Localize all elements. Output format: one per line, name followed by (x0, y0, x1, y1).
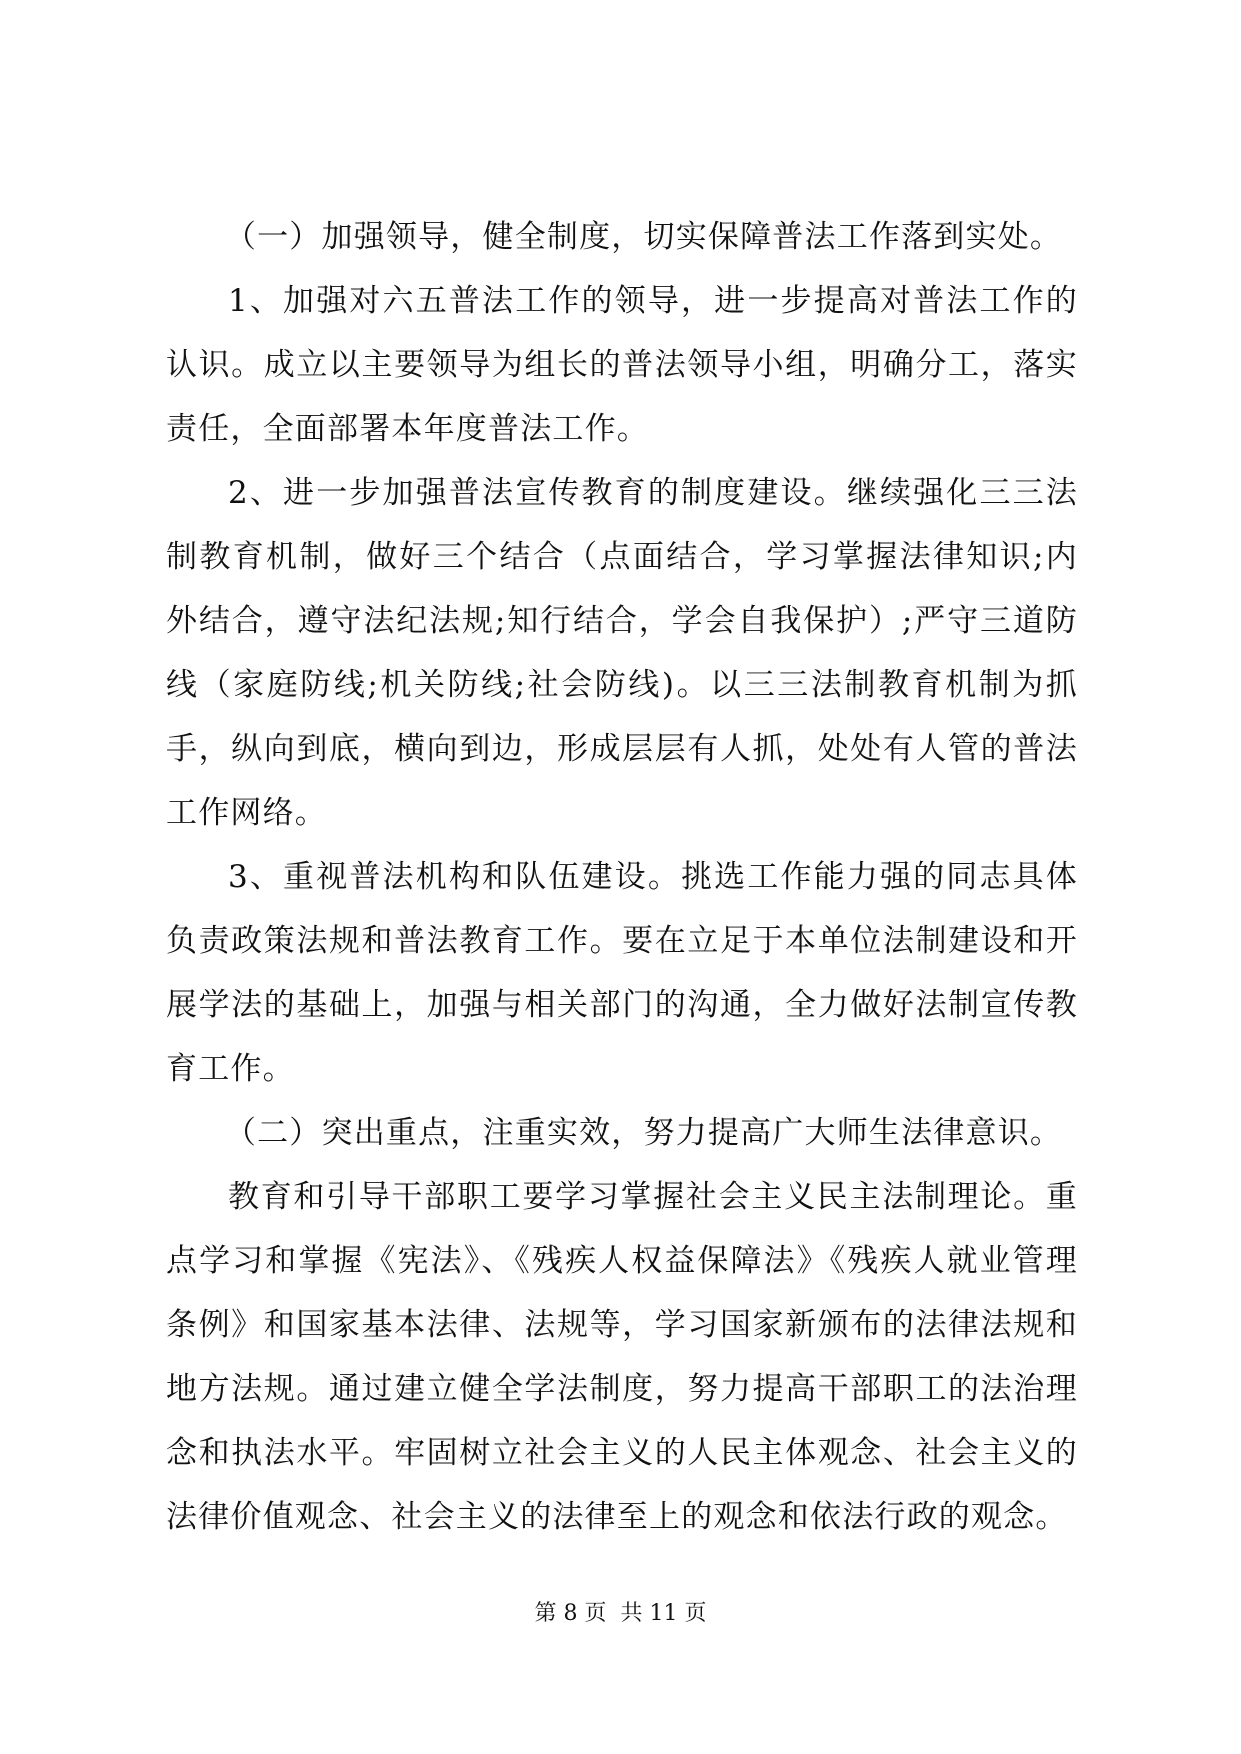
paragraph-item-3: 3、重视普法机构和队伍建设。挑选工作能力强的同志具体负责政策法规和普法教育工作。要在立足于本单位法制建设和开展学法的基础上，加强与相关部门的沟通，全力做好法制宣传教育工作。 (166, 859, 1078, 1087)
page-number: 第 8 页 共 11 页 (534, 1601, 707, 1626)
page-footer (0, 1599, 1241, 1629)
paragraph-item-1: 1、加强对六五普法工作的领导，进一步提高对普法工作的认识。成立以主要领导为组长的普法领导小组，明确分工，落实责任，全面部署本年度普法工作。 (166, 283, 1078, 447)
section-heading-2: （二）突出重点，注重实效，努力提高广大师生法律意识。 (224, 1115, 1063, 1151)
section-heading-1: （一）加强领导，健全制度，切实保障普法工作落到实处。 (224, 219, 1063, 255)
paragraph-item-2: 2、进一步加强普法宣传教育的制度建设。继续强化三三法制教育机制，做好三个结合（点面结合，学习掌握法律知识;内外结合，遵守法纪法规;知行结合，学会自我保护）;严守三道防线（家庭防线;机关防线;社会防线)。以三三法制教育机制为抓手，纵向到底，横向到边，形成层层有人抓，处处有人管的普法工作网络。 (166, 475, 1078, 831)
document-body (166, 205, 1078, 1549)
paragraph-education: 教育和引导干部职工要学习掌握社会主义民主法制理论。重点学习和掌握《宪法》、《残疾人权益保障法》《残疾人就业管理条例》和国家基本法律、法规等，学习国家新颁布的法律法规和地方法规。通过建立健全学法制度，努力提高干部职工的法治理念和执法水平。牢固树立社会主义的人民主体观念、社会主义的法律价值观念、社会主义的法律至上的观念和依法行政的观念。 (166, 1179, 1078, 1535)
